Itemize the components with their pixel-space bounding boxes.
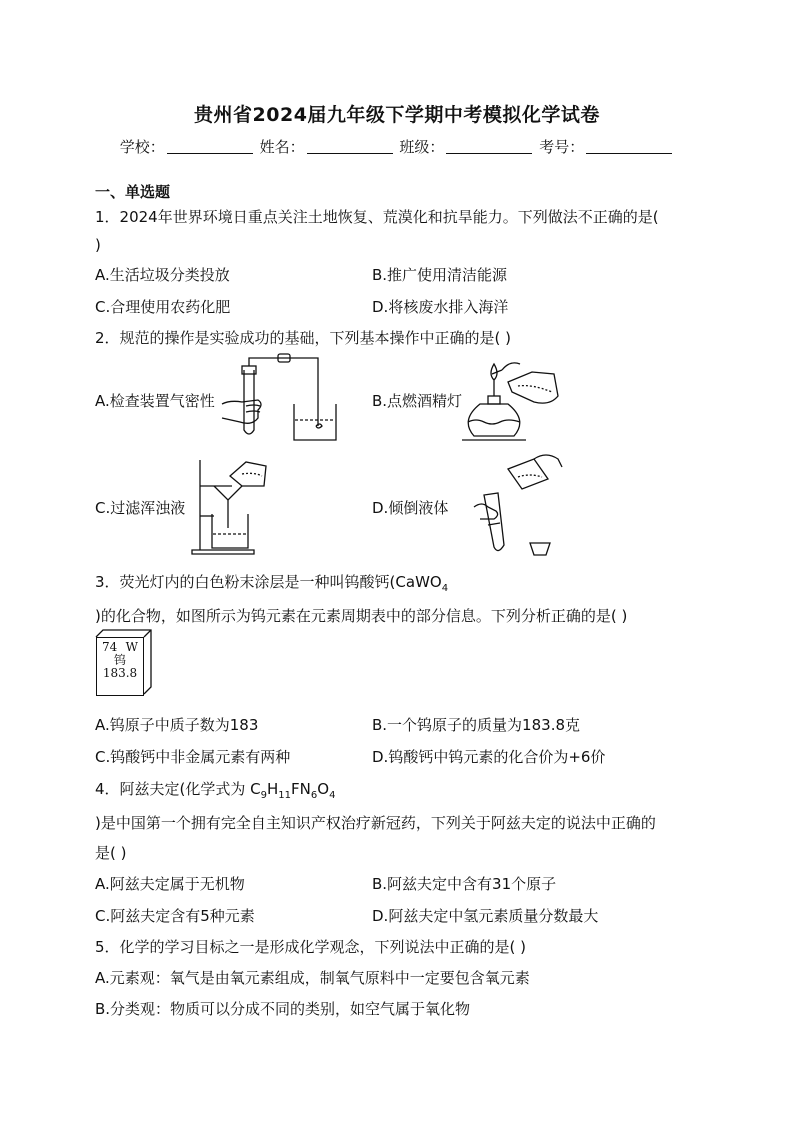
q4-option-d: D.阿兹夫定中氢元素质量分数最大 — [372, 907, 599, 925]
q3-option-a: A.钨原子中质子数为183 — [95, 716, 259, 734]
q3-option-c: C.钨酸钙中非金属元素有两种 — [95, 748, 291, 766]
q2-stem: 2．规范的操作是实验成功的基础，下列基本操作中正确的是( ) — [95, 329, 512, 347]
element-name: 钨 — [113, 653, 126, 667]
q4-option-b: B.阿兹夫定中含有31个原子 — [372, 875, 557, 893]
filtration-illustration — [192, 456, 282, 556]
school-blank[interactable] — [167, 139, 253, 154]
q3-stem-part1: 3．荧光灯内的白色粉末涂层是一种叫钨酸钙(CaWO — [95, 573, 442, 591]
element-atomic-mass: 183.8 — [102, 666, 138, 680]
element-symbol: W — [125, 640, 138, 654]
formula-h: H — [267, 780, 279, 798]
pouring-liquid-illustration — [474, 455, 564, 560]
page-title: 贵州省2024届九年级下学期中考模拟化学试卷 — [194, 104, 600, 126]
formula-sub-o: 4 — [329, 790, 336, 801]
airtightness-check-illustration — [222, 356, 342, 446]
formula-sub-c: 9 — [260, 790, 268, 801]
q3-option-d: D.钨酸钙中钨元素的化合价为+6价 — [372, 748, 606, 766]
element-atomic-number: 74 — [102, 640, 118, 654]
section-title: 一、单选题 — [95, 183, 171, 201]
q3-stem-line1 — [95, 571, 448, 594]
student-info-line — [0, 136, 794, 157]
q4-option-c: C.阿兹夫定含有5种元素 — [95, 907, 255, 925]
q1-option-c: C.合理使用农药化肥 — [95, 298, 231, 316]
q4-stem-line1 — [95, 778, 335, 801]
q1-option-a: A.生活垃圾分类投放 — [95, 266, 230, 284]
q5-option-b: B.分类观：物质可以分成不同的类别，如空气属于氧化物 — [95, 1000, 471, 1018]
formula-sub-h: 11 — [278, 790, 292, 801]
q4-stem-line3: 是( ) — [95, 844, 127, 862]
name-label: 姓名： — [259, 138, 305, 156]
formula-sub-n: 6 — [310, 790, 318, 801]
q4-stem-line2: )是中国第一个拥有完全自主知识产权治疗新冠药，下列关于阿兹夫定的说法中正确的 — [95, 814, 656, 832]
q1-option-d: D.将核废水排入海洋 — [372, 298, 509, 316]
element-card-tungsten — [96, 637, 144, 696]
alcohol-lamp-illustration — [462, 356, 562, 446]
school-label: 学校： — [119, 138, 165, 156]
number-blank[interactable] — [586, 139, 672, 154]
q2-option-b: B.点燃酒精灯 — [372, 392, 463, 410]
class-blank[interactable] — [446, 139, 532, 154]
name-blank[interactable] — [307, 139, 393, 154]
q4-stem-part1: 4．阿兹夫定(化学式为 C — [95, 780, 261, 798]
q4-option-a: A.阿兹夫定属于无机物 — [95, 875, 245, 893]
q3-formula-subscript: 4 — [441, 583, 449, 594]
formula-o: O — [317, 780, 330, 798]
q2-option-d: D.倾倒液体 — [372, 499, 449, 517]
formula-fn: FN — [291, 780, 311, 798]
class-label: 班级： — [399, 138, 445, 156]
q3-stem-line2: )的化合物，如图所示为钨元素在元素周期表中的部分信息。下列分析正确的是( ) — [95, 607, 628, 625]
q1-stem: 1．2024年世界环境日重点关注土地恢复、荒漠化和抗旱能力。下列做法不正确的是( — [95, 208, 659, 226]
q2-option-c: C.过滤浑浊液 — [95, 499, 186, 517]
q2-option-a: A.检查装置气密性 — [95, 392, 215, 410]
number-label: 考号： — [539, 138, 585, 156]
q1-stem-end: ) — [95, 236, 101, 254]
q1-option-b: B.推广使用清洁能源 — [372, 266, 508, 284]
q5-option-a: A.元素观：氧气是由氧元素组成，制氧气原料中一定要包含氧元素 — [95, 969, 530, 987]
q3-option-b: B.一个钨原子的质量为183.8克 — [372, 716, 581, 734]
q5-stem: 5．化学的学习目标之一是形成化学观念，下列说法中正确的是( ) — [95, 938, 527, 956]
